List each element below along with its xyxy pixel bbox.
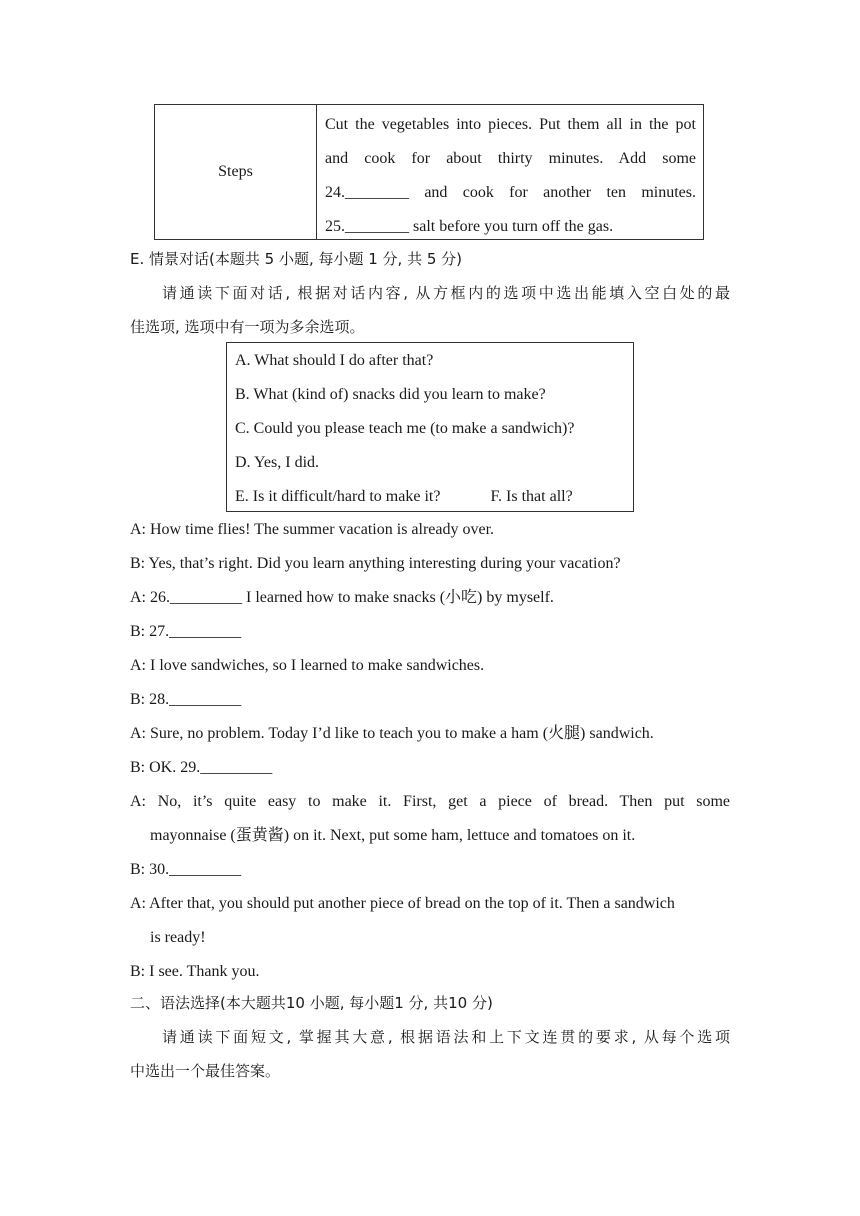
section-2-instruction xyxy=(130,1020,730,1088)
option-e: E. Is it difficult/hard to make it? xyxy=(235,488,441,505)
dialogue-line: B: Yes, that’s right. Did you learn anything interesting during your vacation? xyxy=(130,555,621,572)
dialogue-line: B: 28._________ xyxy=(130,691,242,708)
steps-line: Cut the vegetables into pieces. Put them all in the pot xyxy=(325,116,696,133)
section-e-heading: E. 情景对话(本题共 5 小题, 每小题 1 分, 共 5 分) xyxy=(130,250,463,268)
dialogue-line: A: Sure, no problem. Today I’d like to teach you to make a ham (火腿) sandwich. xyxy=(130,725,654,742)
dialogue-line: A: How time flies! The summer vacation is already over. xyxy=(130,521,495,538)
dialogue-line: B: 30._________ xyxy=(130,861,242,878)
steps-line: 25.________ salt before you turn off the gas. xyxy=(325,218,614,235)
option-c: C. Could you please teach me (to make a sandwich)? xyxy=(235,420,575,437)
instruction-line: 请通读下面短文, 掌握其大意, 根据语法和上下文连贯的要求, 从每个选项 xyxy=(162,1028,730,1046)
steps-table xyxy=(154,104,704,240)
steps-line: and cook for about thirty minutes. Add some xyxy=(325,150,696,167)
dialogue-line: B: 27._________ xyxy=(130,623,242,640)
dialogue-line: A: After that, you should put another piece of bread on the top of it. Then a sandwich xyxy=(130,895,675,912)
option-d: D. Yes, I did. xyxy=(235,454,320,471)
section-e-instruction xyxy=(130,276,730,344)
option-a: A. What should I do after that? xyxy=(235,352,434,369)
instruction-line: 请通读下面对话, 根据对话内容, 从方框内的选项中选出能填入空白处的最 xyxy=(162,284,730,302)
option-row-ef xyxy=(235,480,633,514)
section-2-heading: 二、语法选择(本大题共10 小题, 每小题1 分, 共10 分) xyxy=(130,994,493,1012)
dialogue-line: A: I love sandwiches, so I learned to make sandwiches. xyxy=(130,657,485,674)
dialogue-line: A: 26._________ I learned how to make snacks (小吃) by myself. xyxy=(130,589,554,606)
steps-content xyxy=(317,105,703,239)
steps-line: 24.________ and cook for another ten minutes. xyxy=(325,184,696,201)
dialogue-line: is ready! xyxy=(150,929,206,946)
option-f: F. Is that all? xyxy=(490,488,573,505)
dialogue-line: B: I see. Thank you. xyxy=(130,963,260,980)
steps-label: Steps xyxy=(155,105,317,239)
dialogue-line: B: OK. 29._________ xyxy=(130,759,273,776)
instruction-line: 中选出一个最佳答案。 xyxy=(130,1062,281,1080)
dialogue-line: mayonnaise (蛋黄酱) on it. Next, put some ham, lettuce and tomatoes on it. xyxy=(150,827,636,844)
options-box xyxy=(226,342,634,512)
dialogue xyxy=(130,513,730,989)
instruction-line: 佳选项, 选项中有一项为多余选项。 xyxy=(130,318,365,336)
dialogue-line: A: No, it’s quite easy to make it. First, get a piece of bread. Then put some xyxy=(130,793,730,810)
option-b: B. What (kind of) snacks did you learn to make? xyxy=(235,386,546,403)
